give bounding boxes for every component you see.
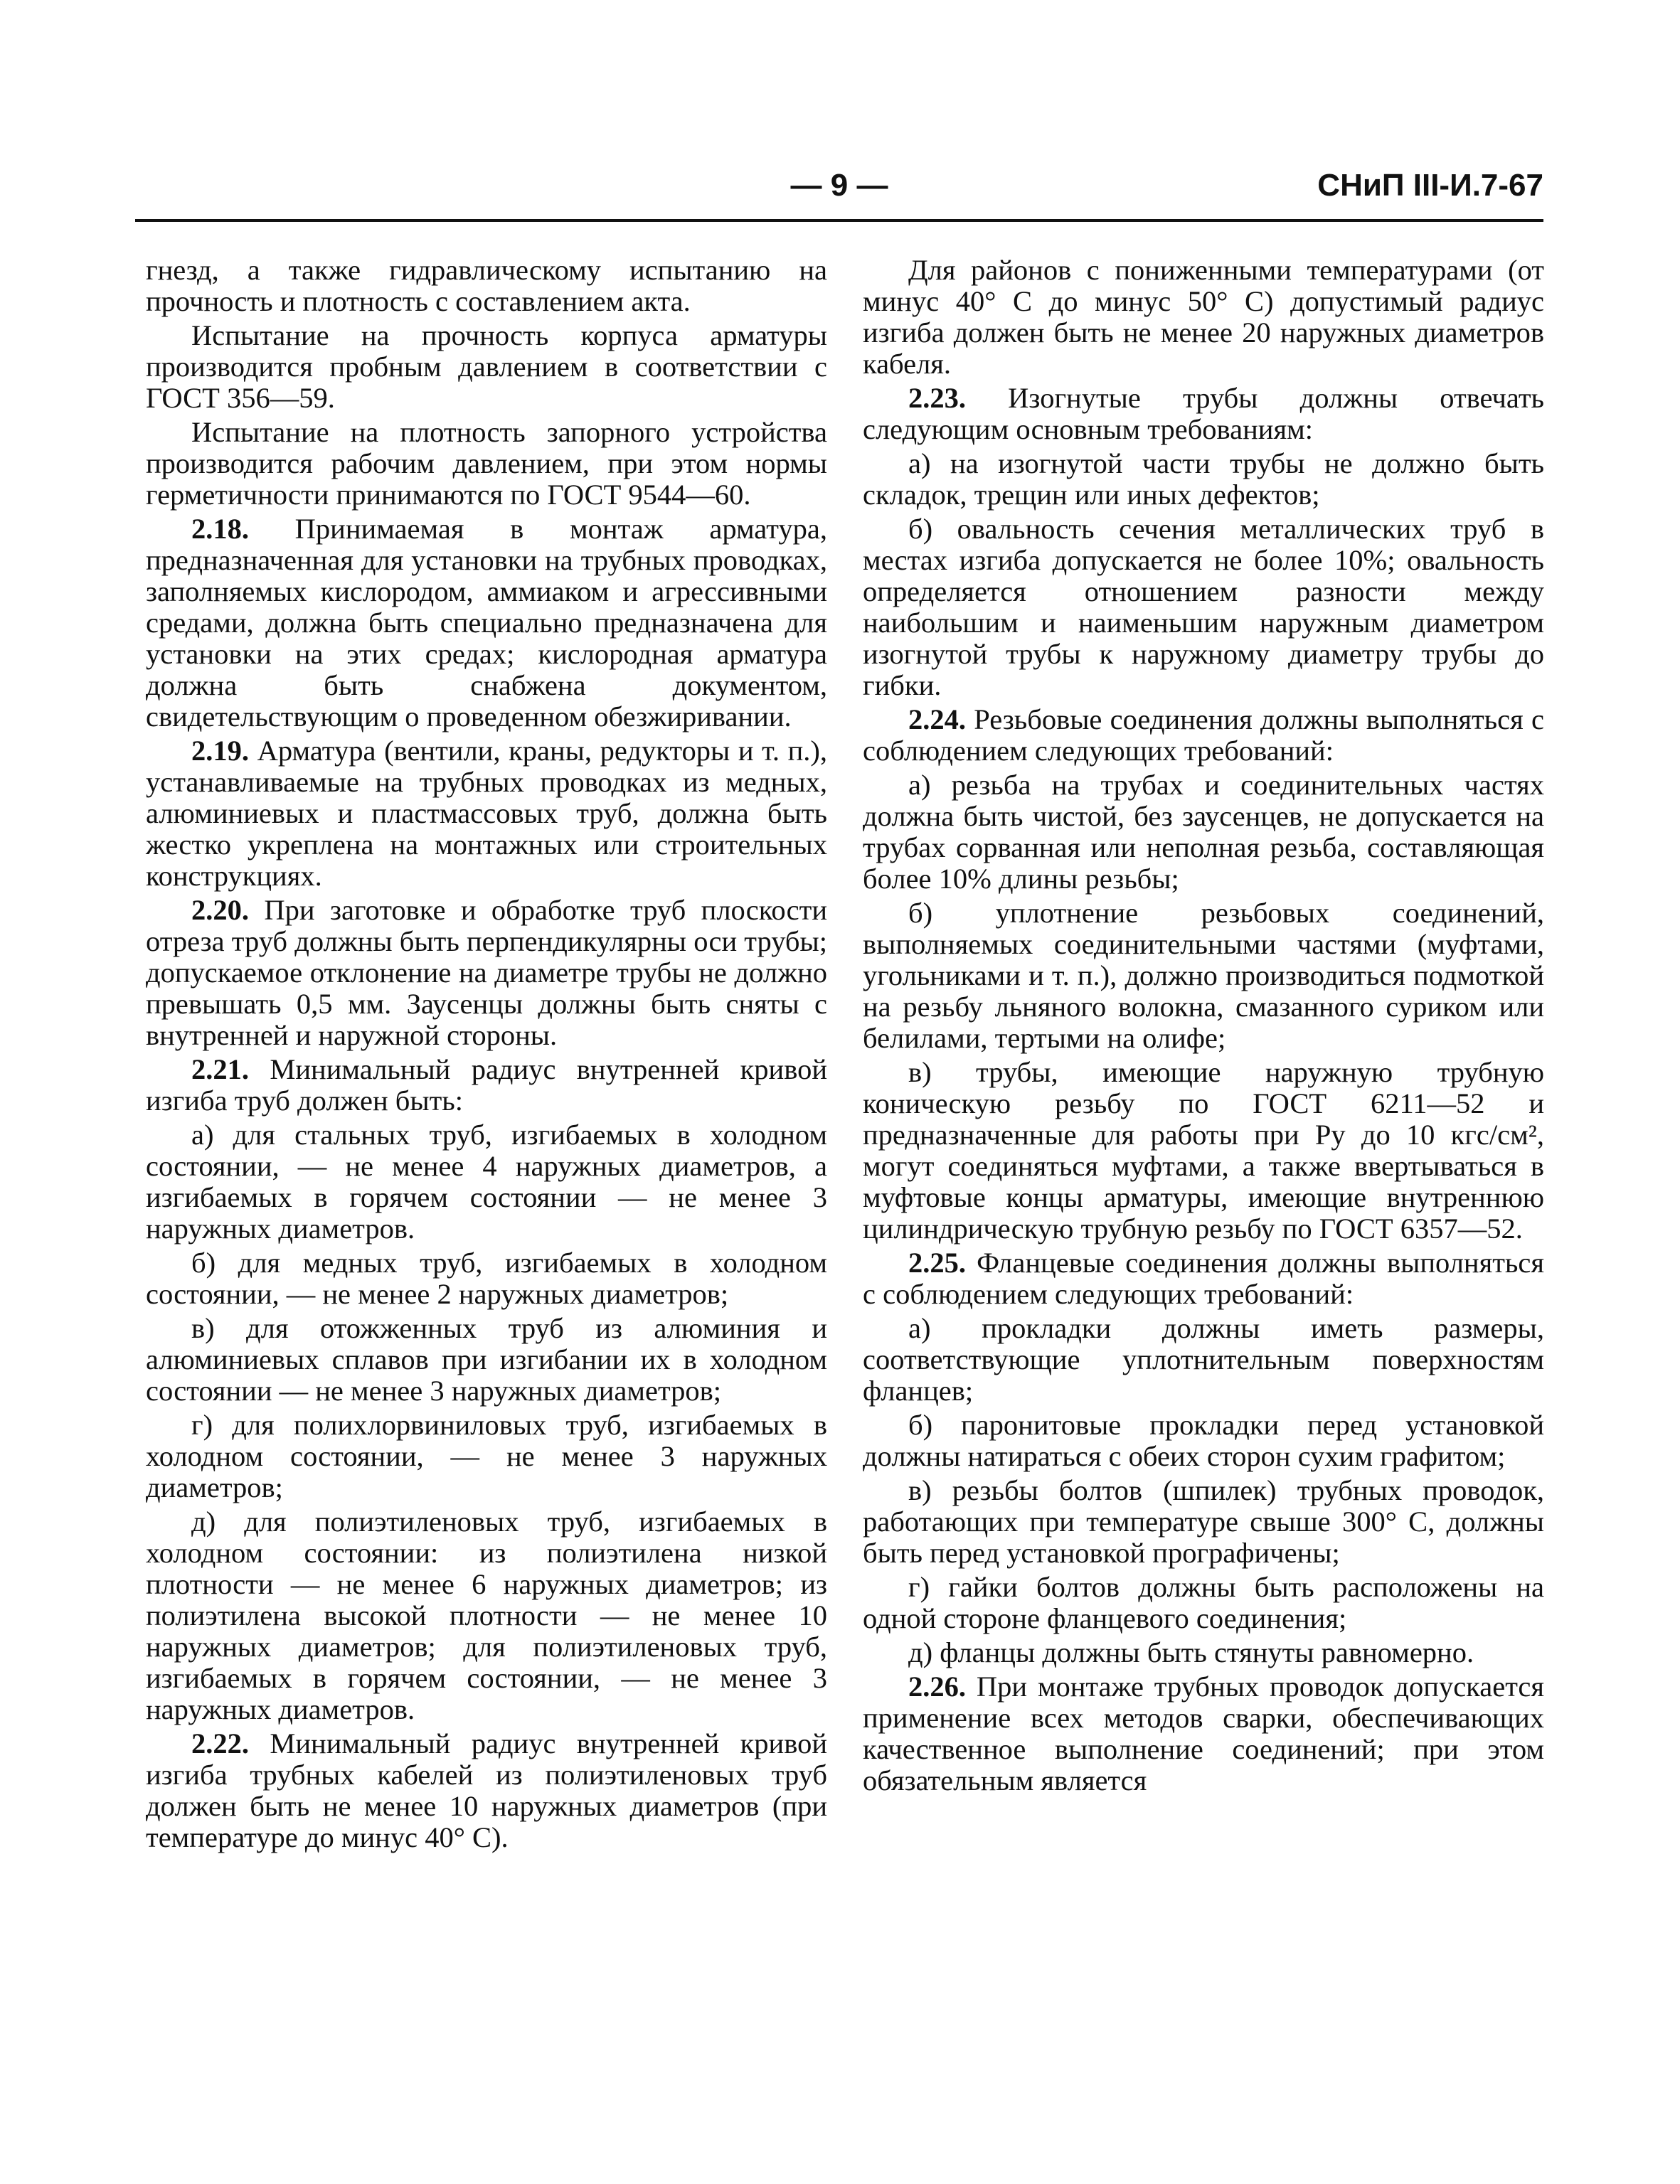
clause-number: 2.23.: [908, 382, 966, 414]
clause-2-24: [863, 704, 1544, 767]
page-number: — 9 —: [790, 168, 888, 203]
page-header: [135, 168, 1543, 222]
clause-number: 2.20.: [191, 894, 249, 926]
list-item: а) для стальных труб, изгибаемых в холодном состоянии, — не менее 4 наружных диаметров, а изгибаемых в горячем состоянии — не менее 3 наружных диаметров.: [146, 1119, 827, 1245]
list-item: г) для полихлорвиниловых труб, изгибаемых в холодном состоянии, — не менее 3 наружных диаметров;: [146, 1409, 827, 1503]
paragraph: Для районов с пониженными температурами (от минус 40° С до минус 50° С) допустимый радиус изгиба должен быть не менее 20 наружных диаметров кабеля.: [863, 254, 1544, 380]
clause-number: 2.22.: [191, 1727, 249, 1759]
clause-text: Резьбовые соединения должны выполняться с соблюдением следующих требований:: [863, 703, 1544, 767]
clause-2-19: [146, 735, 827, 892]
clause-2-22: [146, 1728, 827, 1853]
clause-text: При монтаже трубных проводок допускается применение всех методов сварки, обеспечивающих качественное выполнение соединений; при этом обязательным является: [863, 1671, 1544, 1796]
clause-text: Фланцевые соединения должны выполняться с соблюдением следующих требований:: [863, 1247, 1544, 1310]
list-item: д) для полиэтиленовых труб, изгибаемых в холодном состоянии: из полиэтилена низкой плотности — не менее 6 наружных диаметров; из полиэтилена высокой плотности — не менее 10 наружных диаметров; для полиэтиленовых труб, изгибаемых в горячем состоянии, — не менее 3 наружных диаметров.: [146, 1506, 827, 1725]
list-item: б) уплотнение резьбовых соединений, выполняемых соединительными частями (муфтами, угольниками и т. п.), должно производиться подмоткой на резьбу льняного волокна, смазанного суриком или белилами, тертыми на олифе;: [863, 897, 1544, 1054]
clause-2-20: [146, 895, 827, 1051]
clause-2-25: [863, 1247, 1544, 1310]
clause-number: 2.24.: [908, 703, 966, 735]
clause-2-21: [146, 1054, 827, 1117]
paragraph: гнезд, а также гидравлическому испытанию на прочность и плотность с составлением акта.: [146, 254, 827, 317]
list-item: а) на изогнутой части трубы не должно быть складок, трещин или иных дефектов;: [863, 447, 1544, 511]
list-item: в) для отожженных труб из алюминия и алюминиевых сплавов при изгибании их в холодном состоянии — не менее 3 наружных диаметров;: [146, 1312, 827, 1407]
clause-number: 2.18.: [191, 513, 249, 545]
clause-text: Принимаемая в монтаж арматура, предназначенная для установки на трубных проводках, заполняемых кислородом, аммиаком и агрессивными средами, должна быть специально предназначена для установки на этих средах; кислородная арматура должна быть снабжена документом, свидетельствующим о проведенном обезжиривании.: [146, 513, 827, 733]
clause-text: Арматура (вентили, краны, редукторы и т. п.), устанавливаемые на трубных проводках из медных, алюминиевых и пластмассовых труб, должна быть жестко укреплена на монтажных или строительных конструкциях.: [146, 735, 827, 892]
clause-2-23: [863, 383, 1544, 445]
paragraph: Испытание на плотность запорного устройства производится рабочим давлением, при этом нормы герметичности принимаются по ГОСТ 9544—60.: [146, 416, 827, 511]
clause-number: 2.21.: [191, 1053, 249, 1085]
list-item: г) гайки болтов должны быть расположены на одной стороне фланцевого соединения;: [863, 1571, 1544, 1634]
clause-number: 2.26.: [908, 1671, 966, 1703]
clause-text: Минимальный радиус внутренней кривой изгиба трубных кабелей из полиэтиленовых труб должен быть не менее 10 наружных диаметров (при температуре до минус 40° С).: [146, 1727, 827, 1853]
list-item: в) трубы, имеющие наружную трубную коническую резьбу по ГОСТ 6211—52 и предназначенные для работы при Pу до 10 кгс/см², могут соединяться муфтами, а также ввертываться в муфтовые концы арматуры, имеющие внутреннюю цилиндрическую трубную резьбу по ГОСТ 6357—52.: [863, 1056, 1544, 1245]
paragraph: Испытание на прочность корпуса арматуры производится пробным давлением в соответствии с ГОСТ 356—59.: [146, 319, 827, 414]
clause-2-26: [863, 1671, 1544, 1796]
list-item: д) фланцы должны быть стянуты равномерно.: [908, 1636, 1474, 1668]
clause-text: Минимальный радиус внутренней кривой изгиба труб должен быть:: [146, 1053, 827, 1117]
clause-text: Изогнутые трубы должны отвечать следующим основным требованиям:: [863, 382, 1544, 445]
left-column: [146, 255, 827, 1856]
clause-2-18: [146, 513, 827, 733]
clause-text: При заготовке и обработке труб плоскости отреза труб должны быть перпендикулярны оси трубы; допускаемое отклонение на диаметре трубы не должно превышать 0,5 мм. Заусенцы должны быть сняты с внутренней и наружной стороны.: [146, 894, 827, 1051]
right-column: [863, 255, 1544, 1799]
list-item: б) овальность сечения металлических труб в местах изгиба допускается не более 10%; овальность определяется отношением разности между наибольшим и наименьшим наружным диаметром изогнутой трубы к наружному диаметру трубы до гибки.: [863, 513, 1544, 701]
document-code: СНиП III-И.7-67: [1317, 168, 1543, 203]
list-item: а) прокладки должны иметь размеры, соответствующие уплотнительным поверхностям фланцев;: [863, 1312, 1544, 1407]
list-item: а) резьба на трубах и соединительных частях должна быть чистой, без заусенцев, не допускается на трубах сорванная или неполная резьба, составляющая более 10% длины резьбы;: [863, 769, 1544, 895]
list-item: б) паронитовые прокладки перед установкой должны натираться с обеих сторон сухим графитом;: [863, 1409, 1544, 1472]
list-item: в) резьбы болтов (шпилек) трубных проводок, работающих при температуре свыше 300° С, должны быть перед установкой прографичены;: [863, 1474, 1544, 1569]
list-item: б) для медных труб, изгибаемых в холодном состоянии, — не менее 2 наружных диаметров;: [146, 1247, 827, 1310]
clause-number: 2.19.: [191, 735, 249, 767]
clause-number: 2.25.: [908, 1247, 966, 1279]
